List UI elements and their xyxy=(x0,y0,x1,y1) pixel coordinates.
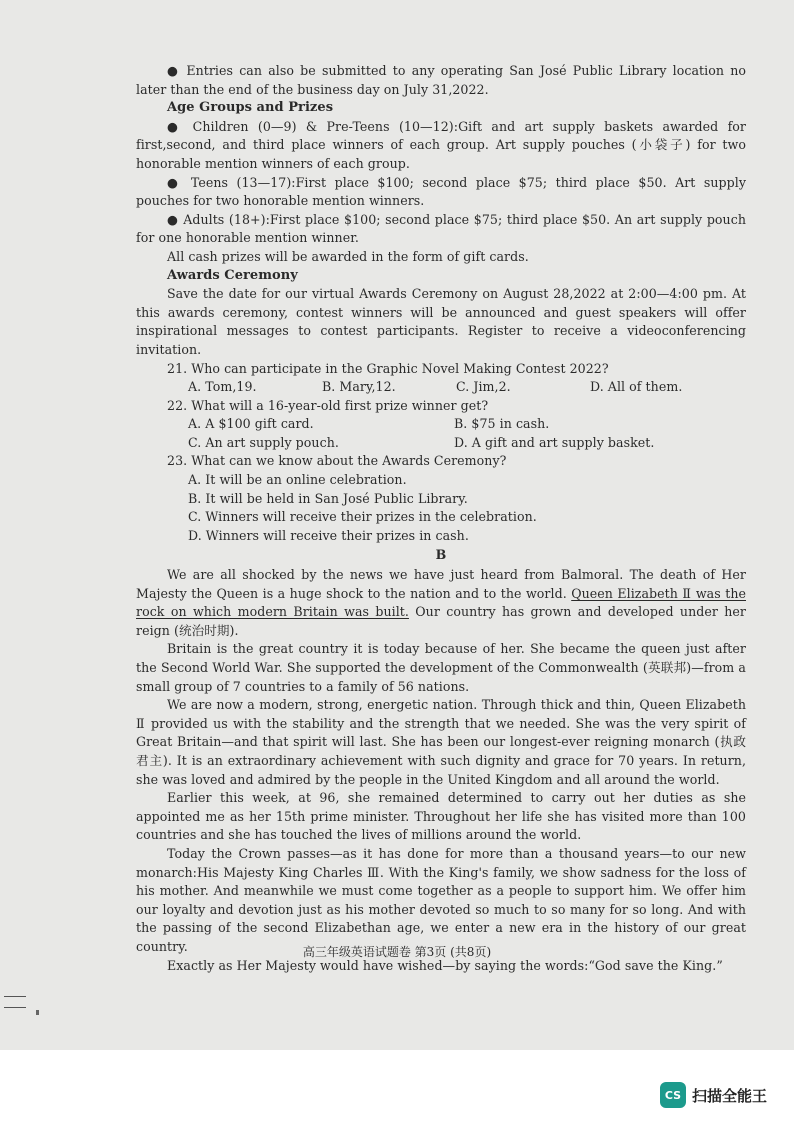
passage-b-paragraph-5: Today the Crown passes—as it has done for more than a thousand years—to our new monarch:His Majesty King Charles Ⅲ. With the King's family, we show sadness for the loss of his mother. And meanwhile we must come together as a people to support him. We offer him our loyalty and devotion just as his mother devoted so much to so many for so long. And with the passing of the second Elizabethan age, we enter a new era in the history of our great country. xyxy=(136,845,746,954)
underlined-sentence: Queen Elizabeth Ⅱ was the rock on which modern Britain was built. xyxy=(136,585,746,620)
scanner-watermark xyxy=(660,1082,767,1108)
option-b: B. $75 in cash. xyxy=(454,416,550,432)
question-21-options xyxy=(136,378,746,397)
passage-b-paragraph-4: Earlier this week, at 96, she remained determined to carry out her duties as she appointed me as her 15th prime minister. Throughout her life she has visited more than 100 countries and she has touched the lives of millions around the world. xyxy=(136,790,746,843)
entries-note: ● Entries can also be submitted to any operating San José Public Library location no later than the end of the business day on July 31,2022. xyxy=(136,63,746,97)
option-a: A. Tom,19. xyxy=(188,379,257,395)
scanner-brand-text: 扫描全能王 xyxy=(692,1086,768,1105)
children-prizes: ● Children (0—9) & Pre-Teens (10—12):Gift and art supply baskets awarded for first,second, and third place winners of each group. Art supply pouches (小袋子) for two honorable mention winners of each group. xyxy=(136,118,746,171)
question-22-options-row1 xyxy=(136,415,746,434)
question-21: 21. Who can participate in the Graphic Novel Making Contest 2022? xyxy=(167,360,609,376)
option-c: C. An art supply pouch. xyxy=(188,434,339,450)
option-d: D. Winners will receive their prizes in cash. xyxy=(188,527,469,543)
question-23: 23. What can we know about the Awards Ceremony? xyxy=(167,453,507,469)
adults-prizes: ● Adults (18+):First place $100; second place $75; third place $50. An art supply pouch for one honorable mention winner. xyxy=(136,211,746,246)
question-22: 22. What will a 16-year-old first prize winner get? xyxy=(167,397,489,413)
page-footer: 高三年级英语试题卷 第3页 (共8页) xyxy=(302,945,492,959)
page-content xyxy=(136,62,746,975)
p1-text-before: We are all shocked by the news we have just heard from Balmoral. The death of Her Majesty the Queen is a huge shock to the nation and to the world. xyxy=(136,567,746,601)
awards-ceremony-heading: Awards Ceremony xyxy=(167,267,298,283)
teens-prizes: ● Teens (13—17):First place $100; second place $75; third place $50. Art supply pouches for two honorable mention winners. xyxy=(136,174,746,209)
age-groups-heading: Age Groups and Prizes xyxy=(167,100,334,116)
passage-b-paragraph-1 xyxy=(136,566,746,640)
margin-mark xyxy=(4,996,26,1008)
passage-b-paragraph-2: Britain is the great country it is today because of her. She became the queen just after the Second World War. She supported the development of the Commonwealth (英联邦)—from a small group of 7 countries to a family of 56 nations. xyxy=(136,641,746,694)
option-c: C. Winners will receive their prizes in the celebration. xyxy=(188,509,537,525)
camscanner-logo-icon: CS xyxy=(660,1082,686,1108)
question-22-options-row2 xyxy=(136,434,746,453)
option-b: B. Mary,12. xyxy=(322,379,396,395)
margin-dot xyxy=(36,1010,39,1015)
passage-b-paragraph-6: Exactly as Her Majesty would have wished—by saying the words:“God save the King.” xyxy=(167,957,723,973)
option-a: A. It will be an online celebration. xyxy=(188,472,407,488)
option-c: C. Jim,2. xyxy=(456,379,511,395)
section-b-label: B xyxy=(435,547,447,563)
option-b: B. It will be held in San José Public Library. xyxy=(188,490,468,506)
option-d: D. A gift and art supply basket. xyxy=(454,434,655,450)
option-d: D. All of them. xyxy=(590,379,683,395)
p1-text-after: Our country has grown and developed under her reign (统治时期). xyxy=(136,604,746,638)
cash-prize-note: All cash prizes will be awarded in the form of gift cards. xyxy=(167,248,529,264)
option-a: A. A $100 gift card. xyxy=(188,416,314,432)
passage-b-paragraph-3: We are now a modern, strong, energetic nation. Through thick and thin, Queen Elizabeth Ⅱ provided us with the stability and the strength that we needed. She was the very spirit of Great Britain—and that spirit will last. She has been our longest-ever reigning monarch (执政君主). It is an extraordinary achievement with such dignity and grace for 70 years. In return, she was loved and admired by the people in the United Kingdom and all around the world. xyxy=(136,697,746,787)
awards-ceremony-text: Save the date for our virtual Awards Ceremony on August 28,2022 at 2:00—4:00 pm. At this awards ceremony, contest winners will be announced and guest speakers will offer inspirational messages to contest participants. Register to receive a videoconferencing invitation. xyxy=(136,286,746,357)
